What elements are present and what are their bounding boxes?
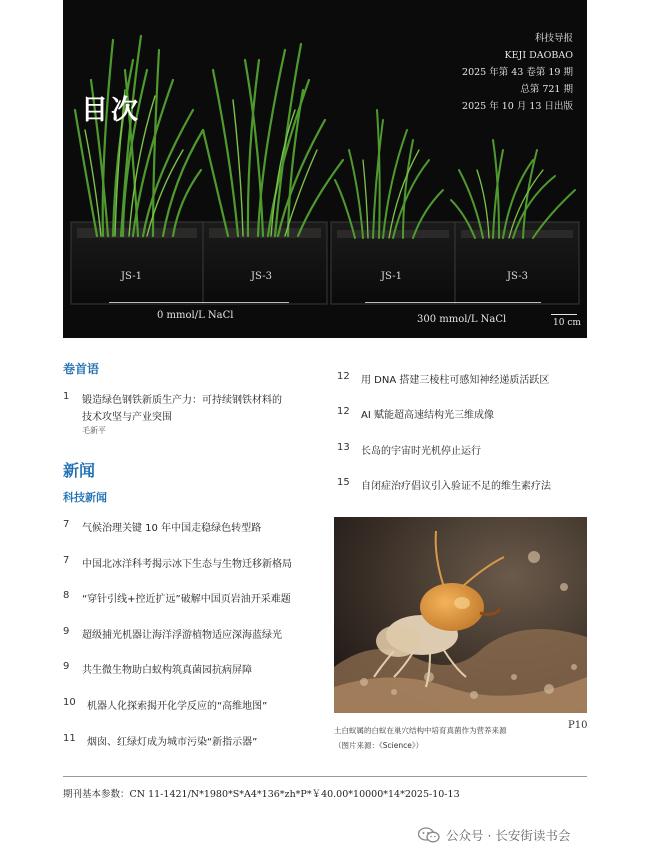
journal-parameters: 期刊基本参数：CN 11-1421/N*1980*S*A4*136*zh*P*￥40.00*10000*14*2025-10-13 — [63, 789, 460, 800]
toc-page-number: 9 — [63, 626, 70, 637]
toc-title-text: 长岛的宇宙时光机停止运行 — [361, 446, 481, 457]
termite-illustration — [334, 517, 587, 713]
section-heading-juanshouyu: 卷首语 — [63, 362, 100, 376]
toc-page-number: 10 — [63, 697, 76, 708]
toc-title-text: 锻造绿色钢铁新质生产力：可持续钢铁材料的 — [82, 395, 282, 406]
toc-page-number: 12 — [337, 406, 350, 417]
wechat-watermark — [418, 826, 570, 844]
condition-bracket — [109, 302, 289, 303]
toc-page-number: 7 — [63, 519, 70, 530]
scale-bar — [551, 314, 577, 315]
section-heading-news: 新闻 — [63, 461, 96, 480]
pot-label: JS-3 — [507, 271, 528, 282]
cover-photo — [63, 0, 587, 338]
toc-title-text: 气候治理关键 10 年中国走稳绿色转型路 — [82, 523, 262, 534]
toc-page-number: 12 — [337, 371, 350, 382]
toc-title-text: 烟囱、红绿灯成为城市污染“新指示器” — [87, 737, 258, 748]
toc-title-text: “穿针引线+控近扩远”破解中国页岩油开采难题 — [82, 594, 291, 605]
toc-title-text: 超级捕光机器让海洋浮游植物适应深海蓝绿光 — [82, 630, 282, 641]
toc-page-number: 1 — [63, 391, 70, 402]
pot-label: JS-1 — [121, 271, 142, 282]
toc-title-text: 共生微生物助白蚁构筑真菌园抗病屏障 — [82, 665, 252, 676]
toc-title-text: 机器人化探索揭开化学反应的“高维地图” — [87, 701, 268, 712]
toc-author: 毛新平 — [82, 426, 106, 435]
toc-title-text: 自闭症治疗倡议引入验证不足的维生素疗法 — [361, 481, 551, 492]
caption-source: （图片来源：《Science》） — [334, 741, 424, 750]
toc-title-text: 用 DNA 搭建三棱柱可感知神经递质活跃区 — [361, 375, 550, 386]
condition-bracket — [365, 302, 541, 303]
toc-page-number: 11 — [63, 733, 76, 744]
scale-label: 10 cm — [553, 318, 581, 328]
caption-line: 土白蚁属的白蚁在巢穴结构中培育真菌作为营养来源 — [334, 726, 507, 735]
wechat-account-name: 公众号 · 长安街读书会 — [446, 828, 571, 843]
toc-page-number: 8 — [63, 590, 70, 601]
journal-total: 总第 721 期 — [520, 84, 573, 95]
toc-title-text: 技术攻坚与产业突围 — [82, 412, 172, 423]
toc-page-number: 13 — [337, 442, 350, 453]
journal-name-en: KEJI DAOBAO — [504, 50, 573, 61]
condition-label: 300 mmol/L NaCl — [417, 314, 507, 325]
pot-label: JS-3 — [251, 271, 272, 282]
toc-page-number: 7 — [63, 555, 70, 566]
pot-label: JS-1 — [381, 271, 402, 282]
photo-caption — [334, 723, 587, 753]
toc-title-text: AI 赋能超高速结构光三维成像 — [361, 410, 494, 421]
journal-info — [462, 30, 573, 115]
toc-page-number: 15 — [337, 477, 350, 488]
footer-divider — [63, 776, 587, 777]
journal-date: 2025 年 10 月 13 日出版 — [462, 101, 573, 112]
journal-issue: 2025 年第 43 卷第 19 期 — [462, 67, 573, 78]
wechat-icon — [418, 827, 440, 843]
termite-photo — [334, 517, 587, 713]
condition-label: 0 mmol/L NaCl — [157, 310, 234, 321]
journal-name-cn: 科技导报 — [534, 33, 573, 44]
caption-page-ref[interactable]: P10 — [568, 720, 588, 731]
toc-page-number: 9 — [63, 661, 70, 672]
section-heading-keji-news: 科技新闻 — [63, 491, 107, 504]
toc-title-text: 中国北冰洋科考揭示冰下生态与生物迁移新格局 — [82, 559, 292, 570]
toc-title: 目次 — [81, 95, 141, 126]
